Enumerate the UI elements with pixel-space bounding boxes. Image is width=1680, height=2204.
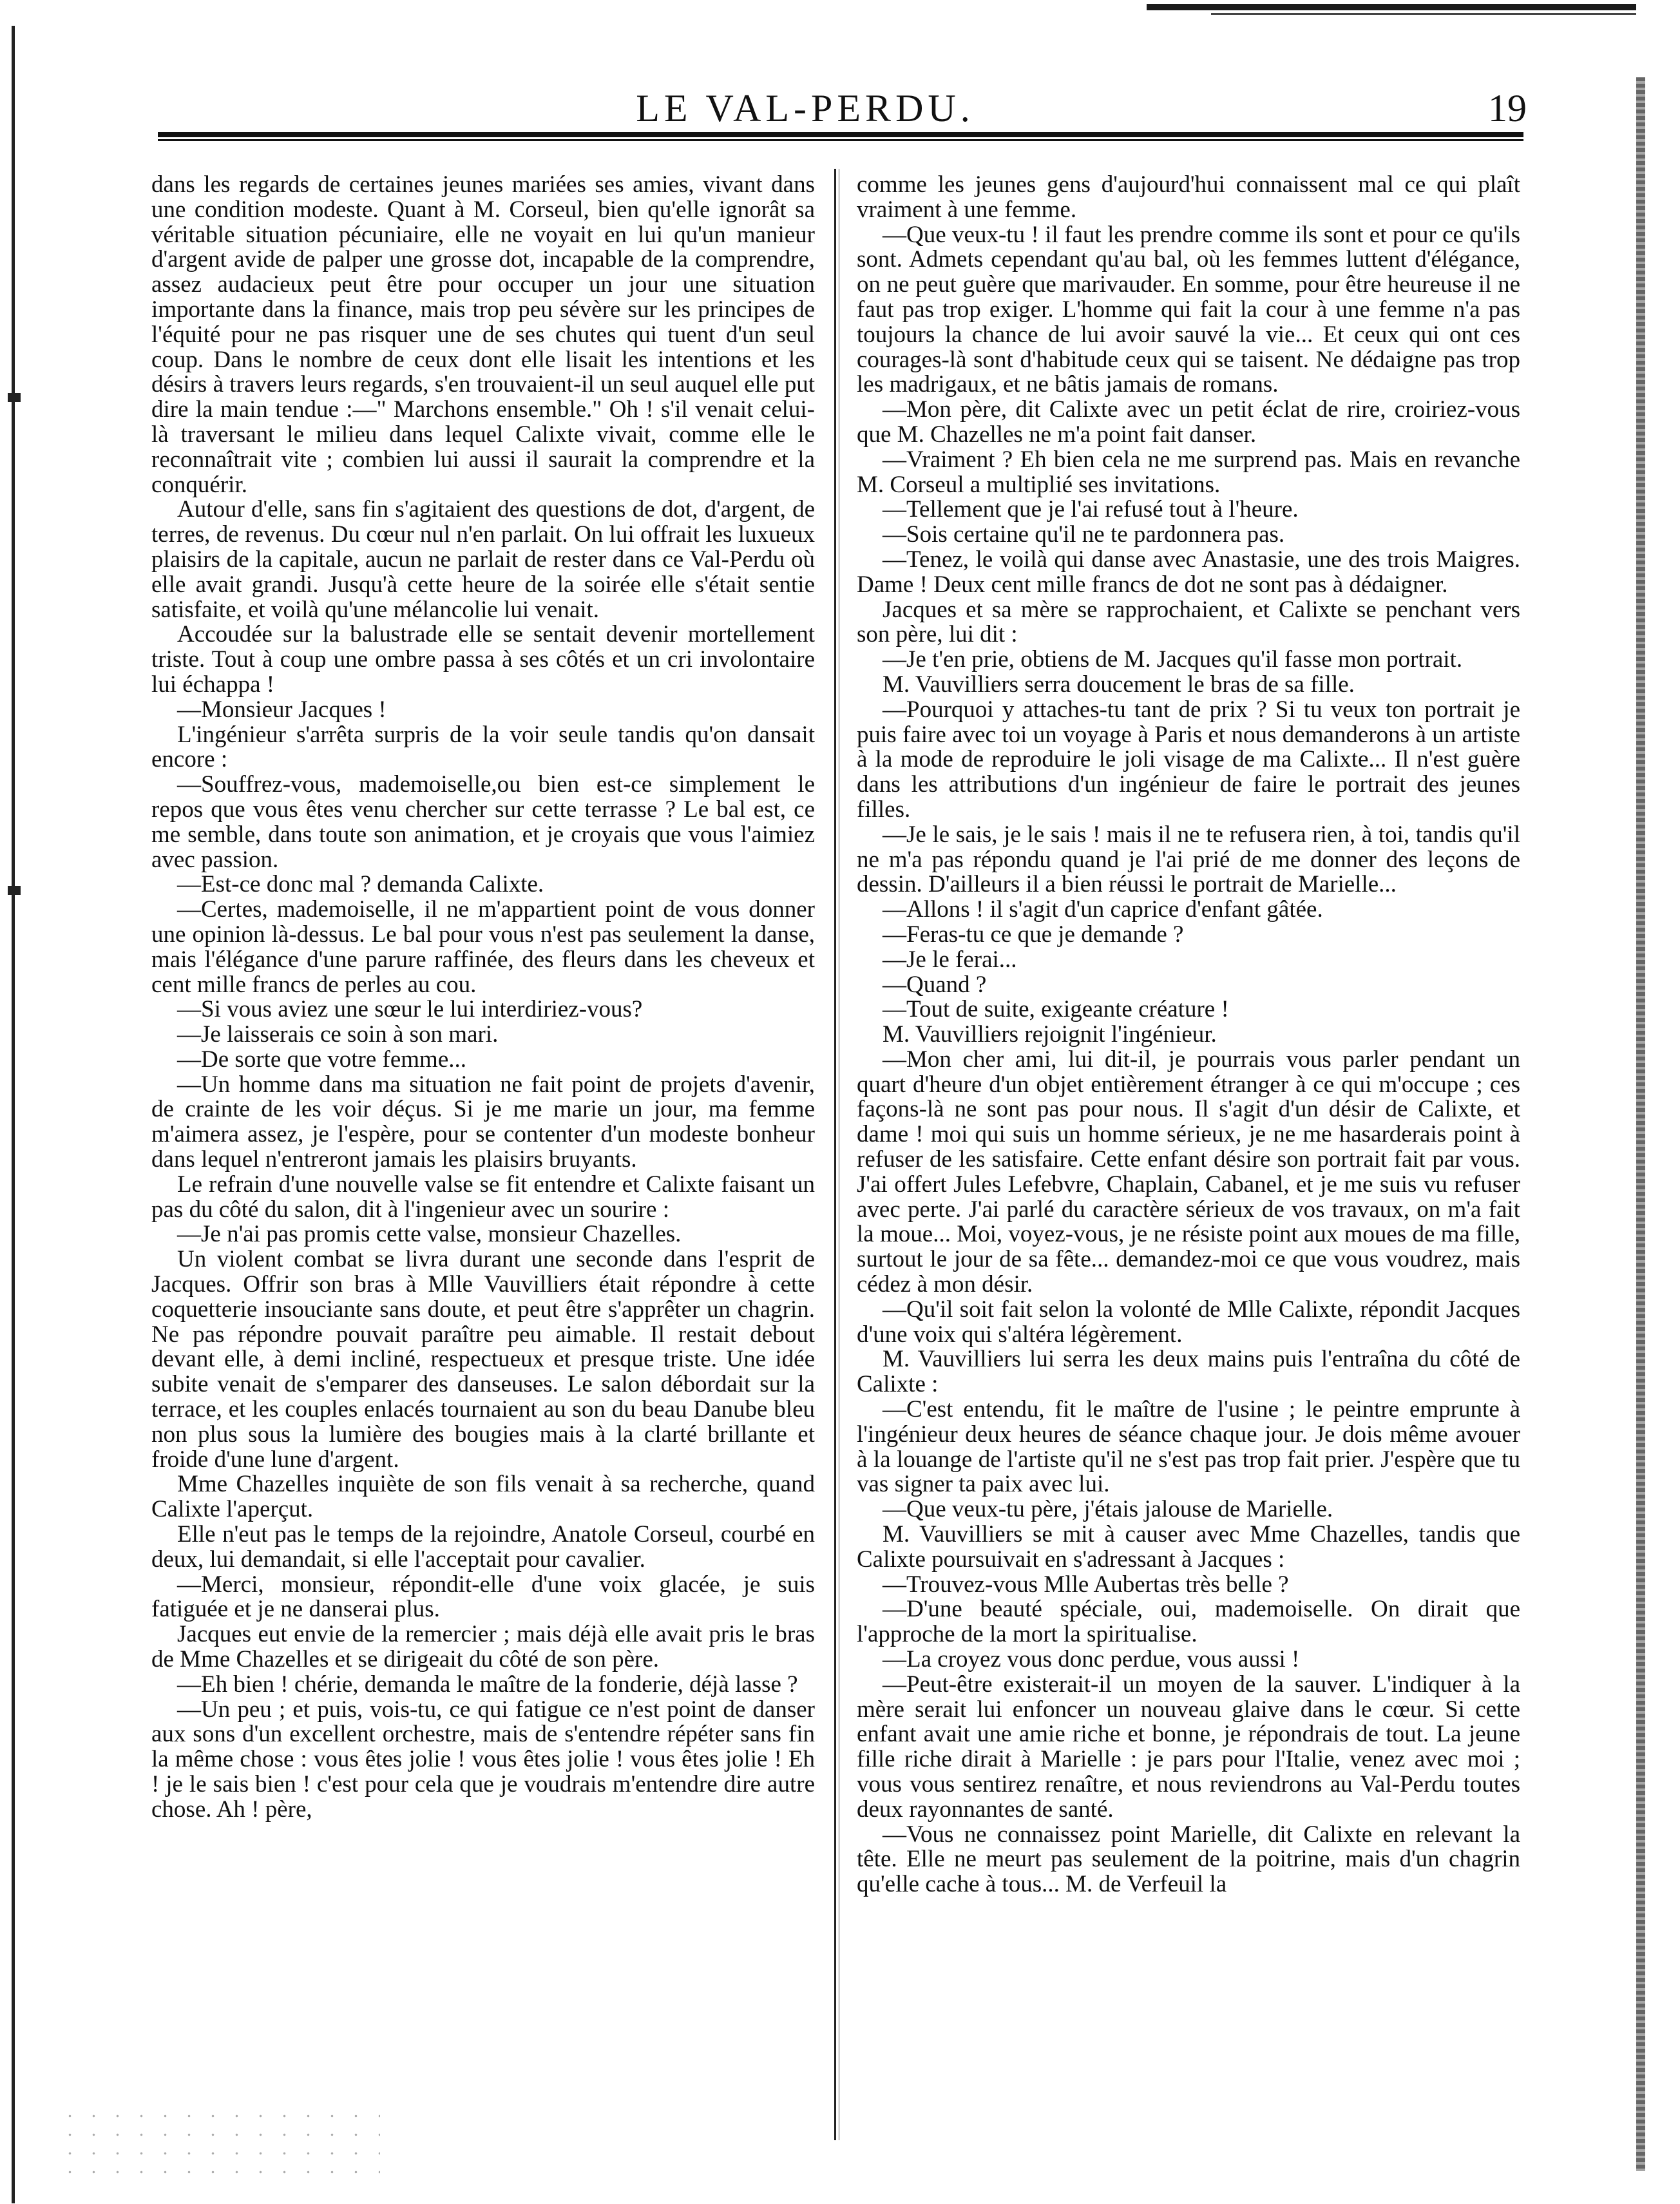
paragraph: —Feras-tu ce que je demande ? [883,921,1184,948]
paragraph: —Monsieur Jacques ! [177,696,387,723]
paragraph: —Que veux-tu père, j'étais jalouse de Marielle. [883,1496,1333,1523]
paragraph: —Mon père, dit Calixte avec un petit éclat de rire, croiriez-vous que M. Chazelles ne m'a point fait danser. [857,396,1520,448]
paragraph: —Certes, mademoiselle, il ne m'appartient point de vous donner une opinion là-dessus. Le bal pour vous n'est pas seulement la danse, mais l'élégance d'une parure raffinée, des fleurs dans les cheveux et cent mille francs de perles au cou. [151,896,815,998]
paragraph: —Tenez, le voilà qui danse avec Anastasie, une des trois Maigres. Dame ! Deux cent mille francs de dot ne sont pas à dédaigner. [857,546,1520,598]
left-text-column [151,173,815,1823]
print-specks [58,2107,380,2184]
paragraph: —Trouvez-vous Mlle Aubertas très belle ? [883,1571,1289,1598]
paragraph: —Quand ? [883,971,987,998]
paragraph: —Que veux-tu ! il faut les prendre comme ils sont et pour ce qu'ils sont. Admets cependant qu'au bal, où les femmes luttent d'élégance, on ne peut guère que marivauder. En somme, pour être heureuse il ne faut pas trop exiger. L'homme qui fait la cour à une femme n'a pas toujours la chance de lui avoir sauvé la vie... Et ceux qui ont ces courages-là sont d'habitude ceux qui se taisent. Ne dédaigne pas trop les madrigaux, et ne bâtis jamais de romans. [857,221,1520,398]
paragraph: —Si vous aviez une sœur le lui interdiriez-vous? [177,996,643,1023]
running-head [84,82,1527,134]
column-divider [834,169,836,2140]
paragraph: —Un peu ; et puis, vois-tu, ce qui fatigue ce n'est point de danser aux sons d'un excellent orchestre, mais de s'entendre répéter sans fin la même chose : vous êtes jolie ! vous êtes jolie ! vous êtes jolie ! Eh ! je le sais bien ! c'est pour cela que je voudrais m'entendre dire autre chose. Ah ! père, [151,1696,815,1823]
paragraph: Mme Chazelles inquiète de son fils venait à sa recherche, quand Calixte l'aperçut. [151,1471,815,1523]
left-edge-mark [8,886,21,895]
paragraph: —Souffrez-vous, mademoiselle,ou bien est-ce simplement le repos que vous êtes venu chercher sur cette terrasse ? Le bal est, ce me semble, dans toute son animation, et je croyais que vous l'aimiez avec passion. [151,771,815,873]
paragraph: —Vous ne connaissez point Marielle, dit Calixte en relevant la tête. Elle ne meurt pas seulement de la poitrine, mais d'un chagrin qu'elle cache à tous... M. de Verfeuil la [857,1821,1520,1898]
paragraph: M. Vauvilliers se mit à causer avec Mme Chazelles, tandis que Calixte poursuivait en s'adressant à Jacques : [857,1521,1520,1573]
paragraph: —Tellement que je l'ai refusé tout à l'heure. [883,496,1299,523]
paragraph: M. Vauvilliers lui serra les deux mains puis l'entraîna du côté de Calixte : [857,1346,1520,1398]
header-rule [158,132,1523,141]
paragraph: Accoudée sur la balustrade elle se sentait devenir mortellement triste. Tout à coup une ombre passa à ses côtés et un cri involontaire lui échappa ! [151,621,815,698]
paragraph: comme les jeunes gens d'aujourd'hui connaissent mal ce qui plaît vraiment à une femme. [857,171,1520,223]
paragraph: —Je n'ai pas promis cette valse, monsieur Chazelles. [177,1221,682,1248]
paragraph: Jacques et sa mère se rapprochaient, et Calixte se penchant vers son père, lui dit : [857,596,1520,648]
paragraph: Le refrain d'une nouvelle valse se fit entendre et Calixte faisant un pas du côté du salon, dit à l'ingenieur avec un sourire : [151,1171,815,1223]
paragraph: Autour d'elle, sans fin s'agitaient des questions de dot, d'argent, de terres, de revenus. Du cœur nul n'en parlait. On lui offrait les luxueux plaisirs de la capitale, aucun ne parlait de rester dans ce Val-Perdu où elle avait grandi. Jusqu'à cette heure de la soirée elle s'était sentie satisfaite, et voilà qu'une mélancolie lui venait. [151,496,815,623]
paragraph: —Qu'il soit fait selon la volonté de Mlle Calixte, répondit Jacques d'une voix qui s'altéra légèrement. [857,1296,1520,1348]
paragraph: —Je le sais, je le sais ! mais il ne te refusera rien, à toi, tandis qu'il ne m'a pas répondu quand je l'ai prié de me donner des leçons de dessin. D'ailleurs il a bien réussi le portrait de Marielle... [857,821,1520,898]
running-title: LE VAL-PERDU. [636,87,975,129]
paragraph: —C'est entendu, fit le maître de l'usine ; le peintre emprunte à l'ingénieur deux heures de séance chaque jour. Je dois même avouer à la louange de l'artiste qu'il ne s'est pas trop fait prier. J'espère que tu vas signer ta paix avec lui. [857,1396,1520,1498]
paragraph: —Merci, monsieur, répondit-elle d'une voix glacée, je suis fatiguée et je ne danserai plus. [151,1571,815,1623]
paragraph: —Mon cher ami, lui dit-il, je pourrais vous parler pendant un quart d'heure d'un objet entièrement étranger à ce qui m'occupe ; ces façons-là ne sont pas pour nous. Il s'agit d'un désir de Calixte, et dame ! moi qui suis un homme sérieux, je ne me hasarderais point à refuser de les satisfaire. Cette enfant désire son portrait fait par vous. J'ai offert Jules Lefebvre, Chaplain, Cabanel, et je me suis vu refuser avec perte. J'ai parlé du caractère sérieux de vos travaux, on m'a fait la moue... Moi, voyez-vous, je ne résiste point aux moues de ma fille, surtout le jour de sa fête... demandez-moi ce que vous voudrez, mais cédez à mon désir. [857,1046,1520,1298]
paragraph: —Tout de suite, exigeante créature ! [883,996,1229,1023]
paragraph: L'ingénieur s'arrêta surpris de la voir seule tandis qu'on dansait encore : [151,721,815,773]
page-number: 19 [1488,87,1527,129]
left-edge-mark [8,393,21,402]
paragraph: —Peut-être existerait-il un moyen de la sauver. L'indiquer à la mère serait lui enfoncer un nouveau glaive dans le cœur. Si cette enfant avait une amie riche et bonne, je répondrais de tout. La jeune fille riche dirait à Marielle : je pars pour l'Italie, venez avec moi ; vous vous sentirez renaître, et nous reviendrons au Val-Perdu toutes deux rayonnantes de santé. [857,1671,1520,1823]
paragraph: —Allons ! il s'agit d'un caprice d'enfant gâtée. [883,896,1323,923]
paragraph: —D'une beauté spéciale, oui, mademoiselle. On dirait que l'approche de la mort la spiritualise. [857,1596,1520,1648]
paragraph: —Je t'en prie, obtiens de M. Jacques qu'il fasse mon portrait. [883,646,1463,673]
left-page-edge [12,26,15,2203]
paragraph: —Vraiment ? Eh bien cela ne me surprend pas. Mais en revanche M. Corseul a multiplié ses invitations. [857,446,1520,498]
paragraph: —Est-ce donc mal ? demanda Calixte. [177,871,544,898]
paragraph: —Je laisserais ce soin à son mari. [177,1021,499,1048]
paragraph: —Eh bien ! chérie, demanda le maître de la fonderie, déjà lasse ? [177,1671,798,1698]
top-edge-rule [1147,4,1636,10]
right-text-column [857,173,1520,1897]
paragraph: —Je le ferai... [883,946,1017,973]
paragraph: —De sorte que votre femme... [177,1046,466,1073]
paragraph: Un violent combat se livra durant une seconde dans l'esprit de Jacques. Offrir son bras à Mlle Vauvilliers était répondre à cette coquetterie insouciante sans doute, et peut être s'apprêter un chagrin. Ne pas répondre pouvait paraître peu aimable. Il restait debout devant elle, à demi incliné, respectueux et presque triste. Une idée subite venait de s'emparer des danseuses. Le salon débordait sur la terrace, et les couples enlacés tournaient au son du beau Danube bleu non plus sous la lumière des bougies mais à la clarté brillante et froide d'une lune d'argent. [151,1246,815,1473]
paragraph: —Sois certaine qu'il ne te pardonnera pas. [883,521,1285,548]
paragraph: dans les regards de certaines jeunes mariées ses amies, vivant dans une condition modeste. Quant à M. Corseul, bien qu'elle ignorât sa véritable situation pécuniaire, elle ne voyait en lui qu'un manieur d'argent avide de palper une grosse dot, incapable de la comprendre, assez audacieux peut être pour occuper un jour une situation importante dans la finance, mais trop peu sévère sur les principes de l'équité pour ne pas risquer une de ses chutes qui tuent d'un seul coup. Dans le nombre de ceux dont elle lisait les intentions et les désirs à travers leurs regards, s'en trouvaient-il un seul auquel elle put dire la main tendue :—" Marchons ensemble." Oh ! s'il venait celui-là traversant le milieu dans lequel Calixte vivait, comme elle le reconnaîtrait vite ; combien lui aussi il saurait la comprendre et la conquérir. [151,171,816,498]
paragraph: M. Vauvilliers rejoignit l'ingénieur. [883,1021,1217,1048]
paragraph: Jacques eut envie de la remercier ; mais déjà elle avait pris le bras de Mme Chazelles et se dirigeait du côté de son père. [151,1621,815,1673]
paragraph: —Pourquoi y attaches-tu tant de prix ? Si tu veux ton portrait je puis faire avec toi un voyage à Paris et nous demanderons à un artiste à la mode de reproduire le joli visage de ma Calixte... Il n'est guère dans les attributions d'un ingénieur de faire le portrait des jeunes filles. [857,696,1520,823]
paragraph: Elle n'eut pas le temps de la rejoindre, Anatole Corseul, courbé en deux, lui demandait, si elle l'acceptait pour cavalier. [151,1521,815,1573]
top-edge-rule-thin [1211,13,1636,15]
right-page-edge [1636,77,1645,2171]
paragraph: —La croyez vous donc perdue, vous aussi ! [883,1646,1300,1673]
paragraph: M. Vauvilliers serra doucement le bras de sa fille. [883,671,1355,698]
paragraph: —Un homme dans ma situation ne fait point de projets d'avenir, de crainte de les voir déçus. Si je me marie un jour, ma femme m'aimera assez, je l'espère, pour se contenter d'un modeste bonheur dans lequel n'entreront jamais les plaisirs bruyants. [151,1071,815,1173]
